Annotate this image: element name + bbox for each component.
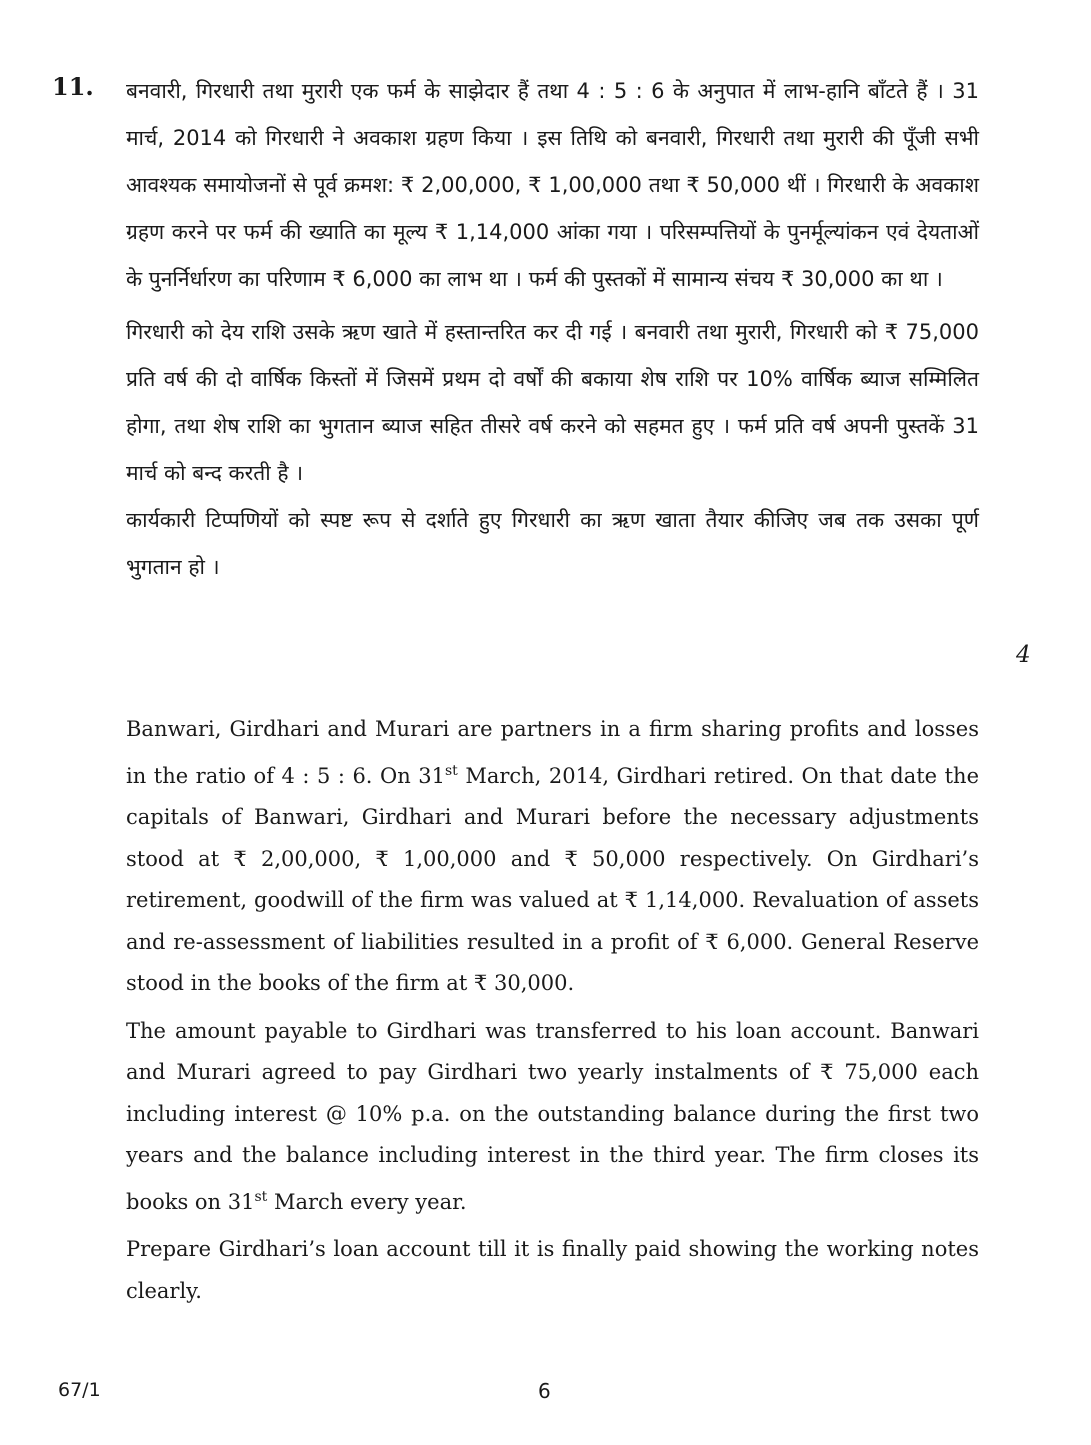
hindi-paragraph-1: बनवारी, गिरधारी तथा मुरारी एक फर्म के साझेदार हैं तथा 4 : 5 : 6 के अनुपात में लाभ-हानि बाँटते हैं । 31 मार्च, 2014 को गिरधारी ने अवकाश ग्रहण किया । इस तिथि को बनवारी, गिरधारी तथा मुरारी की पूँजी सभी आवश्यक समायोजनों से पूर्व क्रमश: ₹ 2,00,000, ₹ 1,00,000 तथा ₹ 50,000 थीं । गिरधारी के अवकाश ग्रहण करने पर फर्म की ख्याति का मूल्य ₹ 1,14,000 आंका गया । परिसम्पत्तियों के पुनर्मूल्यांकन एवं देयताओं के पुनर्निर्धारण का परिणाम ₹ 6,000 का लाभ था । फर्म की पुस्तकों में सामान्य संचय ₹ 30,000 का था । [126,79,979,291]
question-number: 11. [52,72,94,101]
hindi-text-block [126,68,979,591]
paper-code: 67/1 [58,1379,101,1401]
english-text-block [126,709,979,1312]
superscript-st: st [445,762,458,779]
superscript-st: st [254,1188,268,1205]
english-paragraph-2-part-b: March every year. [267,1189,467,1214]
page-number: 6 [538,1379,551,1403]
english-paragraph-3: Prepare Girdhari’s loan account till it is finally paid showing the working notes clearly. [126,1237,979,1303]
english-paragraph-2 [126,1011,979,1224]
marks-label: 4 [1016,642,1031,668]
english-paragraph-2-part-a: The amount payable to Girdhari was transferred to his loan account. Banwari and Murari agreed to pay Girdhari two yearly instalments of ₹ 75,000 each including interest @ 10% p.a. on the outstanding balance during the first two years and the balance including interest in the third year. The firm closes its books on 31 [126,1018,979,1214]
hindi-paragraph-2: गिरधारी को देय राशि उसके ऋण खाते में हस्तान्तरित कर दी गई । बनवारी तथा मुरारी, गिरधारी को ₹ 75,000 प्रति वर्ष की दो वार्षिक किस्तों में जिसमें प्रथम दो वर्षों की बकाया शेष राशि पर 10% वार्षिक ब्याज सम्मिलित होगा, तथा शेष राशि का भुगतान ब्याज सहित तीसरे वर्ष करने को सहमत हुए । फर्म प्रति वर्ष अपनी पुस्तकें 31 मार्च को बन्द करती है । [126,320,979,485]
hindi-paragraph-3: कार्यकारी टिप्पणियों को स्पष्ट रूप से दर्शाते हुए गिरधारी का ऋण खाता तैयार कीजिए जब तक उसका पूर्ण भुगतान हो । [126,508,979,579]
english-paragraph-1-part-a: Banwari, Girdhari and Murari are partners in a firm sharing profits and losses in the ratio of 4 : 5 : 6. On 31 [126,717,979,788]
english-paragraph-1 [126,709,979,1005]
english-paragraph-1-part-b: March, 2014, Girdhari retired. On that date the capitals of Banwari, Girdhari and Murari before the necessary adjustments stood at ₹ 2,00,000, ₹ 1,00,000 and ₹ 50,000 respectively. On Girdhari’s retirement, goodwill of the firm was valued at ₹ 1,14,000. Revaluation of assets and re-assessment of liabilities resulted in a profit of ₹ 6,000. General Reserve stood in the books of the firm at ₹ 30,000. [126,763,979,995]
